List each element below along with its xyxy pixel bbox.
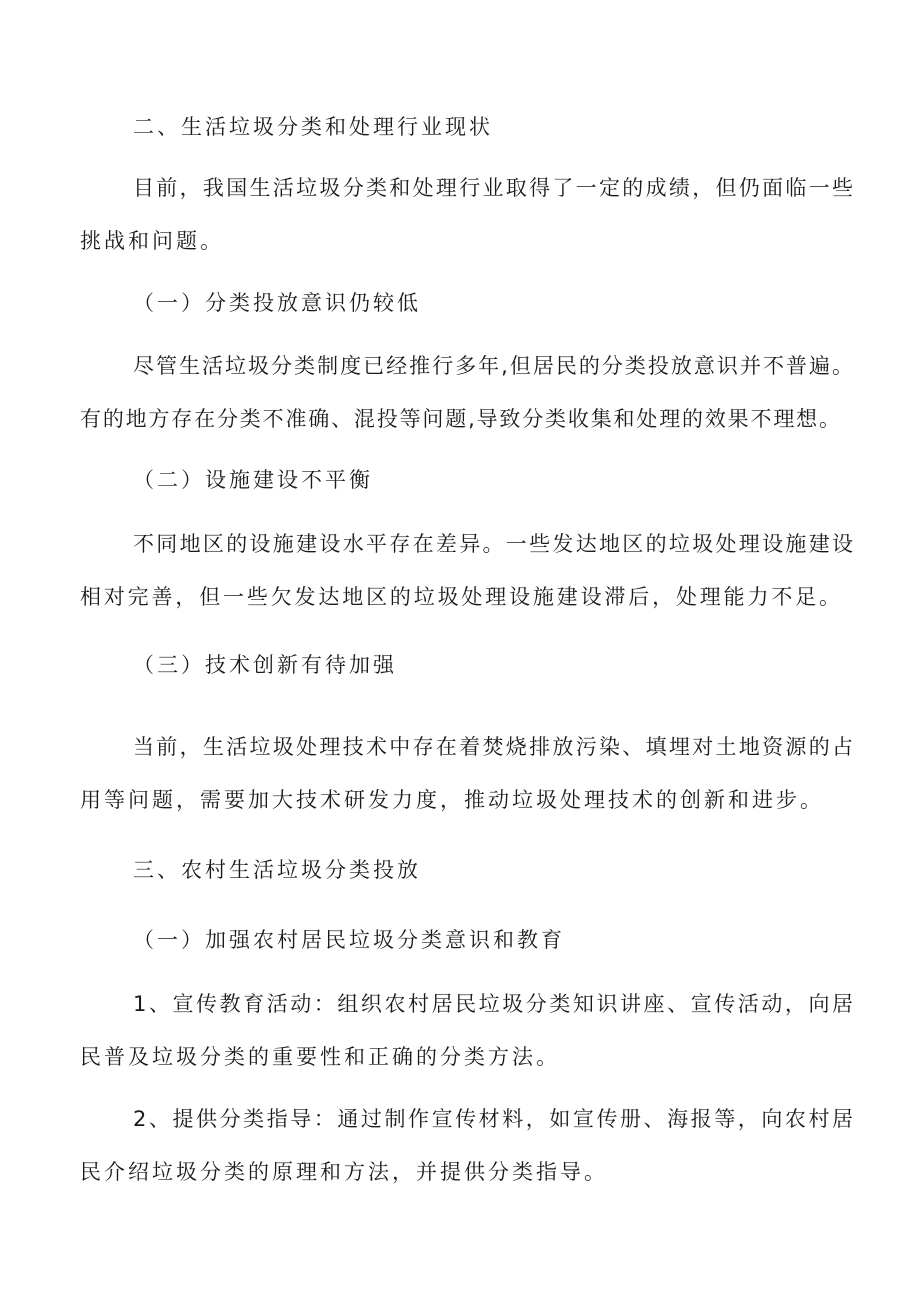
- section-heading-3: 三、农村生活垃圾分类投放: [133, 858, 421, 882]
- list-item-1-line-1: 1、宣传教育活动：组织农村居民垃圾分类知识讲座、宣传活动，向居: [133, 992, 853, 1016]
- paragraph-2-line-2: 相对完善，但一些欠发达地区的垃圾处理设施建设滞后，处理能力不足。: [80, 585, 840, 609]
- list-item-1-line-2: 民普及垃圾分类的重要性和正确的分类方法。: [80, 1045, 560, 1069]
- paragraph-intro-line-1: 目前，我国生活垃圾分类和处理行业取得了一定的成绩，但仍面临一些: [133, 176, 853, 200]
- paragraph-3-line-1: 当前，生活垃圾处理技术中存在着焚烧排放污染、填埋对土地资源的占: [133, 735, 853, 759]
- list-item-2-line-1: 2、提供分类指导：通过制作宣传材料，如宣传册、海报等，向农村居: [133, 1107, 853, 1131]
- paragraph-3-line-2: 用等问题，需要加大技术研发力度，推动垃圾处理技术的创新和进步。: [80, 788, 824, 812]
- subsection-heading-4: （一）加强农村居民垃圾分类意识和教育: [133, 928, 565, 952]
- list-item-2-line-2: 民介绍垃圾分类的原理和方法，并提供分类指导。: [80, 1160, 608, 1184]
- section-heading-2: 二、生活垃圾分类和处理行业现状: [133, 115, 493, 139]
- subsection-heading-1: （一）分类投放意识仍较低: [133, 291, 421, 315]
- subsection-heading-2: （二）设施建设不平衡: [133, 468, 373, 492]
- paragraph-intro-line-2: 挑战和问题。: [80, 229, 224, 253]
- paragraph-1-line-1: 尽管生活垃圾分类制度已经推行多年,但居民的分类投放意识并不普遍。: [133, 354, 853, 378]
- subsection-heading-3: （三）技术创新有待加强: [133, 653, 397, 677]
- paragraph-1-line-2: 有的地方存在分类不准确、混投等问题,导致分类收集和处理的效果不理想。: [80, 407, 840, 431]
- paragraph-2-line-1: 不同地区的设施建设水平存在差异。一些发达地区的垃圾处理设施建设: [133, 532, 853, 556]
